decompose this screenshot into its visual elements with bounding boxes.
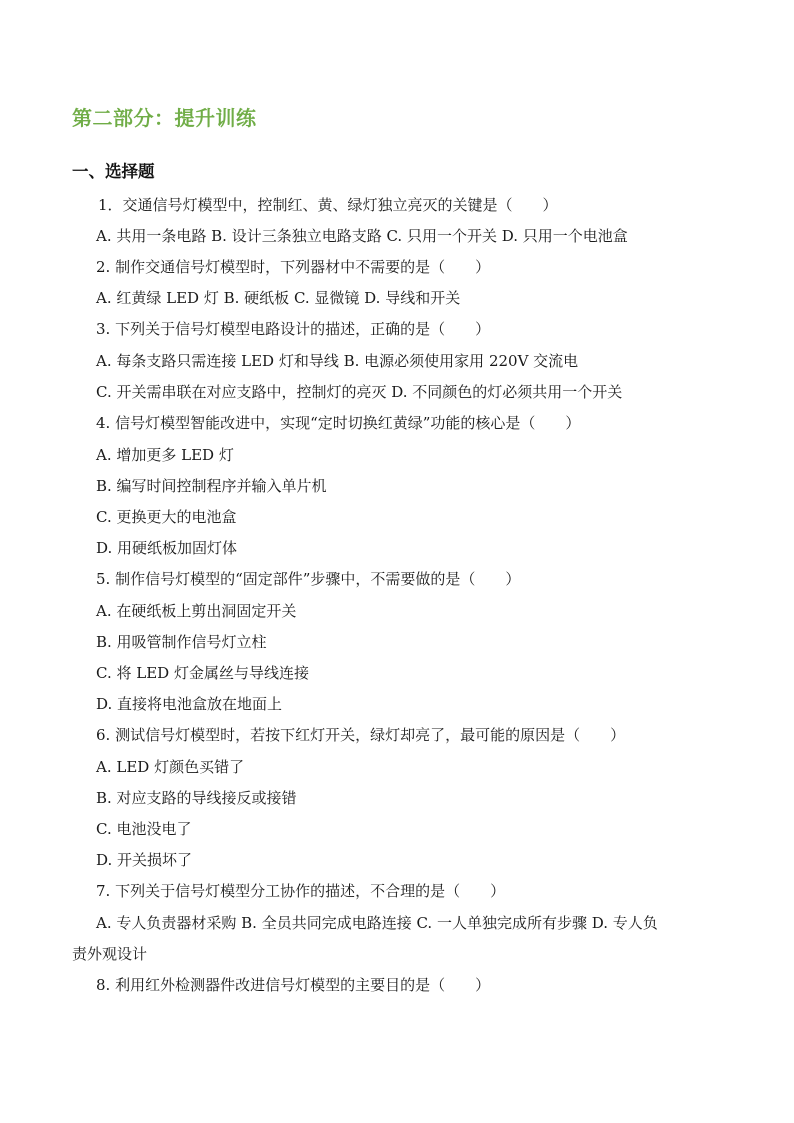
question-3-options-cd: C. 开关需串联在对应支路中，控制灯的亮灭 D. 不同颜色的灯必须共用一个开关	[96, 383, 623, 401]
question-5: 5. 制作信号灯模型的“固定部件”步骤中，不需要做的是（ ）	[96, 570, 521, 588]
question-6-option-c: C. 电池没电了	[96, 820, 192, 838]
question-6-option-a: A. LED 灯颜色买错了	[96, 758, 245, 776]
question-5-option-b: B. 用吸管制作信号灯立柱	[96, 633, 267, 651]
part-title: 第二部分：提升训练	[72, 106, 257, 130]
question-5-option-d: D. 直接将电池盒放在地面上	[96, 695, 283, 713]
section-title: 一、选择题	[72, 162, 155, 181]
question-8: 8. 利用红外检测器件改进信号灯模型的主要目的是（ ）	[96, 976, 491, 994]
question-7-options-wrap: 责外观设计	[72, 945, 148, 963]
question-4-option-c: C. 更换更大的电池盒	[96, 508, 237, 526]
question-6-option-d: D. 开关损坏了	[96, 851, 193, 869]
question-7-options: A. 专人负责器材采购 B. 全员共同完成电路连接 C. 一人单独完成所有步骤 D. 专人负	[96, 914, 658, 932]
question-5-option-c: C. 将 LED 灯金属丝与导线连接	[96, 664, 309, 682]
question-2: 2. 制作交通信号灯模型时，下列器材中不需要的是（ ）	[96, 258, 491, 276]
question-1: 1．交通信号灯模型中，控制红、黄、绿灯独立亮灭的关键是（ ）	[98, 196, 558, 214]
question-6: 6. 测试信号灯模型时，若按下红灯开关，绿灯却亮了，最可能的原因是（ ）	[96, 726, 626, 744]
question-4-option-a: A. 增加更多 LED 灯	[96, 446, 234, 464]
question-4-option-b: B. 编写时间控制程序并输入单片机	[96, 477, 327, 495]
question-4-option-d: D. 用硬纸板加固灯体	[96, 539, 238, 557]
question-4: 4. 信号灯模型智能改进中，实现“定时切换红黄绿”功能的核心是（ ）	[96, 414, 581, 432]
question-3: 3. 下列关于信号灯模型电路设计的描述，正确的是（ ）	[96, 320, 491, 338]
question-2-options: A. 红黄绿 LED 灯 B. 硬纸板 C. 显微镜 D. 导线和开关	[96, 289, 461, 307]
question-1-options: A. 共用一条电路 B. 设计三条独立电路支路 C. 只用一个开关 D. 只用一个电池盒	[96, 227, 628, 245]
question-6-option-b: B. 对应支路的导线接反或接错	[96, 789, 297, 807]
question-5-option-a: A. 在硬纸板上剪出洞固定开关	[96, 602, 297, 620]
question-3-options-ab: A. 每条支路只需连接 LED 灯和导线 B. 电源必须使用家用 220V 交流电	[96, 352, 579, 370]
question-7: 7. 下列关于信号灯模型分工协作的描述，不合理的是（ ）	[96, 882, 506, 900]
